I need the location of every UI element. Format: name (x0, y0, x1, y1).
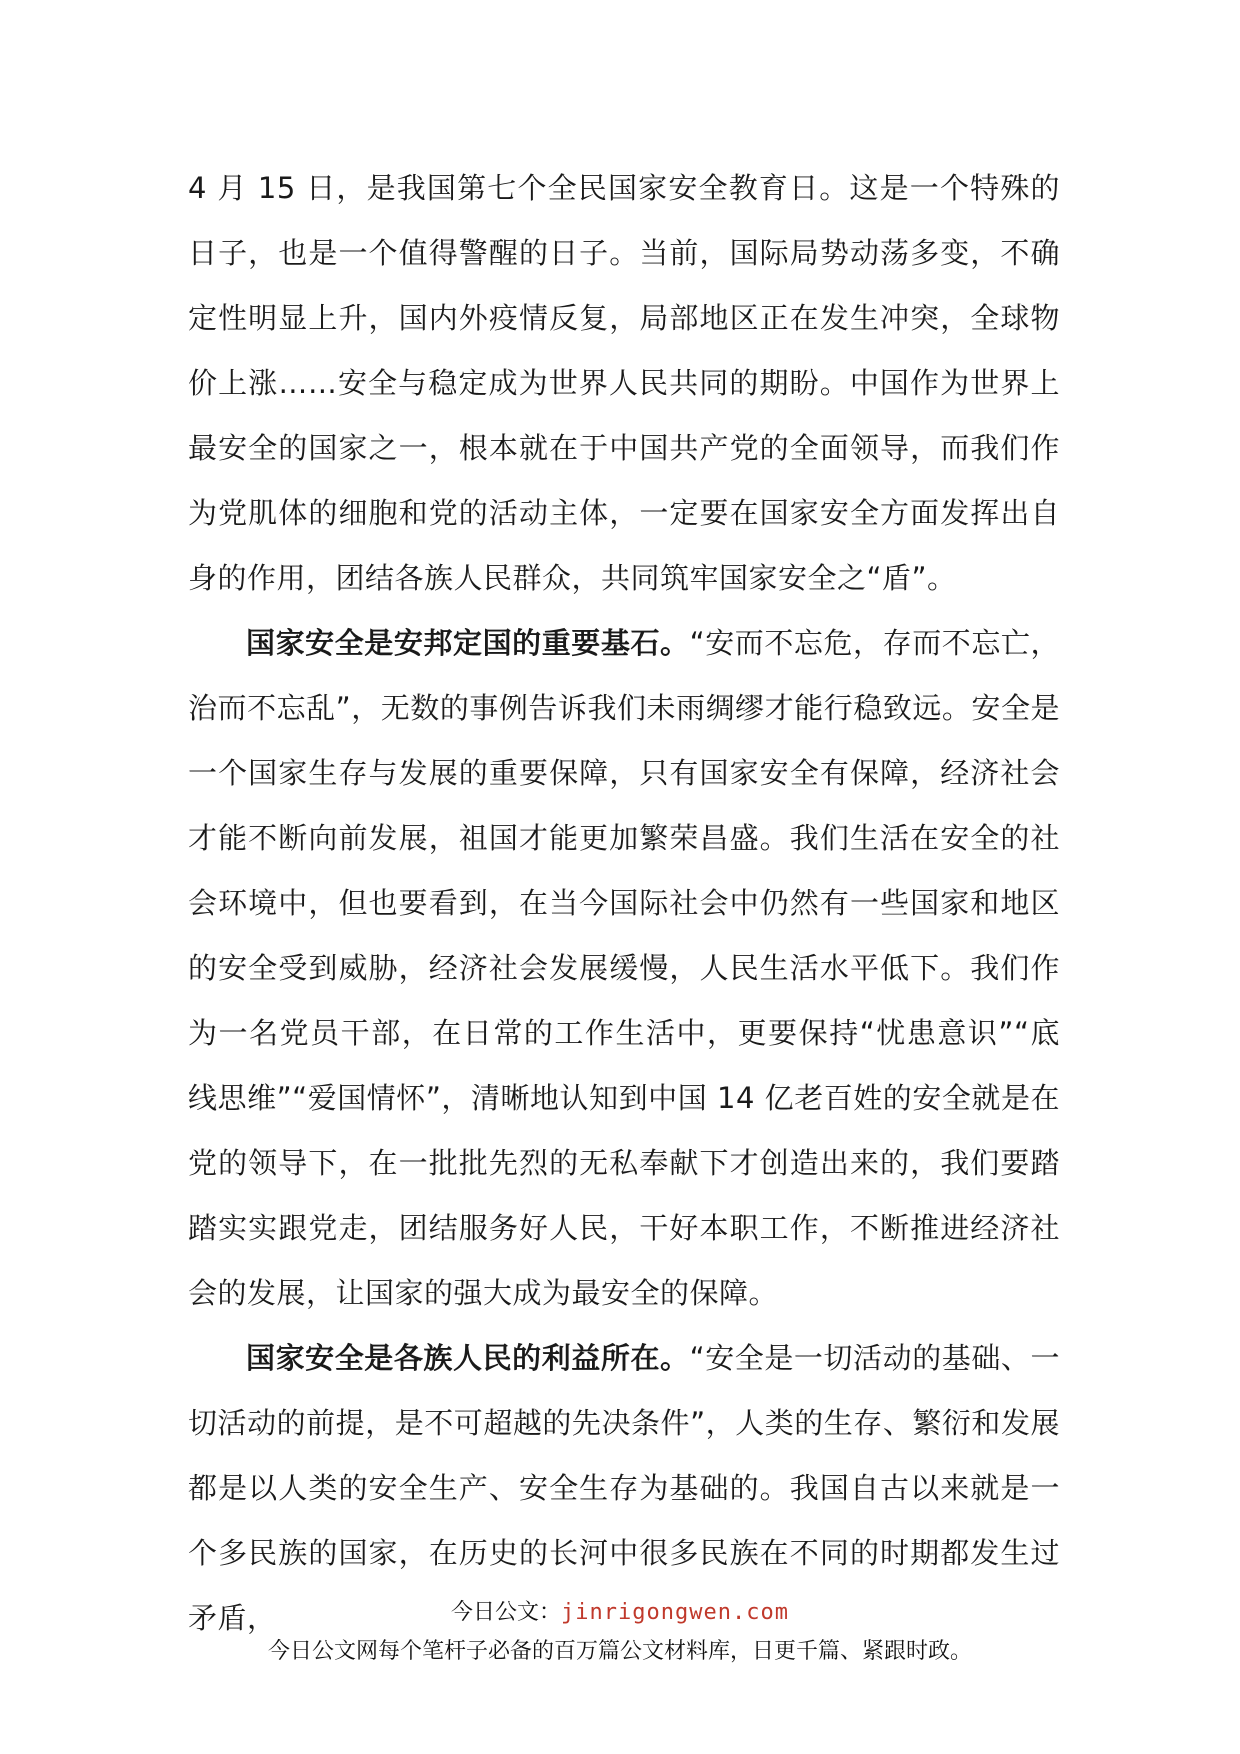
paragraph-foundation (188, 611, 1060, 1326)
footer-site (0, 1595, 1240, 1626)
paragraph-text: “安而不忘危，存而不忘亡，治而不忘乱”，无数的事例告诉我们未雨绸缪才能行稳致远。安全是一个国家生存与发展的重要保障，只有国家安全有保障，经济社会才能不断向前发展，祖国才能更加繁荣昌盛。我们生活在安全的社会环境中，但也要看到，在当今国际社会中仍然有一些国家和地区的安全受到威胁，经济社会发展缓慢，人民生活水平低下。我们作为一名党员干部，在日常的工作生活中，更要保持“忧患意识”“底线思维”“爱国情怀”，清晰地认知到中国 14 亿老百姓的安全就是在党的领导下，在一批批先烈的无私奉献下才创造出来的，我们要踏踏实实跟党走，团结服务好人民，干好本职工作，不断推进经济社会的发展，让国家的强大成为最安全的保障。 (188, 626, 1060, 1310)
paragraph-heading: 国家安全是安邦定国的重要基石。 (246, 626, 690, 660)
paragraph-text: “安全是一切活动的基础、一切活动的前提，是不可超越的先决条件”，人类的生存、繁衍和发展都是以人类的安全生产、安全生存为基础的。我国自古以来就是一个多民族的国家，在历史的长河中很多民族在不同的时期都发生过矛盾， (188, 1341, 1060, 1635)
footer-slogan: 今日公文网每个笔杆子必备的百万篇公文材料库，日更千篇、紧跟时政。 (267, 1639, 972, 1664)
footer-site-label: 今日公文： (451, 1600, 562, 1625)
paragraph-intro (188, 156, 1060, 611)
document-body (188, 156, 1060, 1651)
footer-site-url[interactable]: jinrigongwen.com (561, 1600, 789, 1625)
paragraph-text: 4 月 15 日，是我国第七个全民国家安全教育日。这是一个特殊的日子，也是一个值得警醒的日子。当前，国际局势动荡多变，不确定性明显上升，国内外疫情反复，局部地区正在发生冲突，全球物价上涨……安全与稳定成为世界人民共同的期盼。中国作为世界上最安全的国家之一，根本就在于中国共产党的全面领导，而我们作为党肌体的细胞和党的活动主体，一定要在国家安全方面发挥出自身的作用，团结各族人民群众，共同筑牢国家安全之“盾”。 (188, 171, 1060, 595)
paragraph-heading: 国家安全是各族人民的利益所在。 (246, 1341, 690, 1375)
